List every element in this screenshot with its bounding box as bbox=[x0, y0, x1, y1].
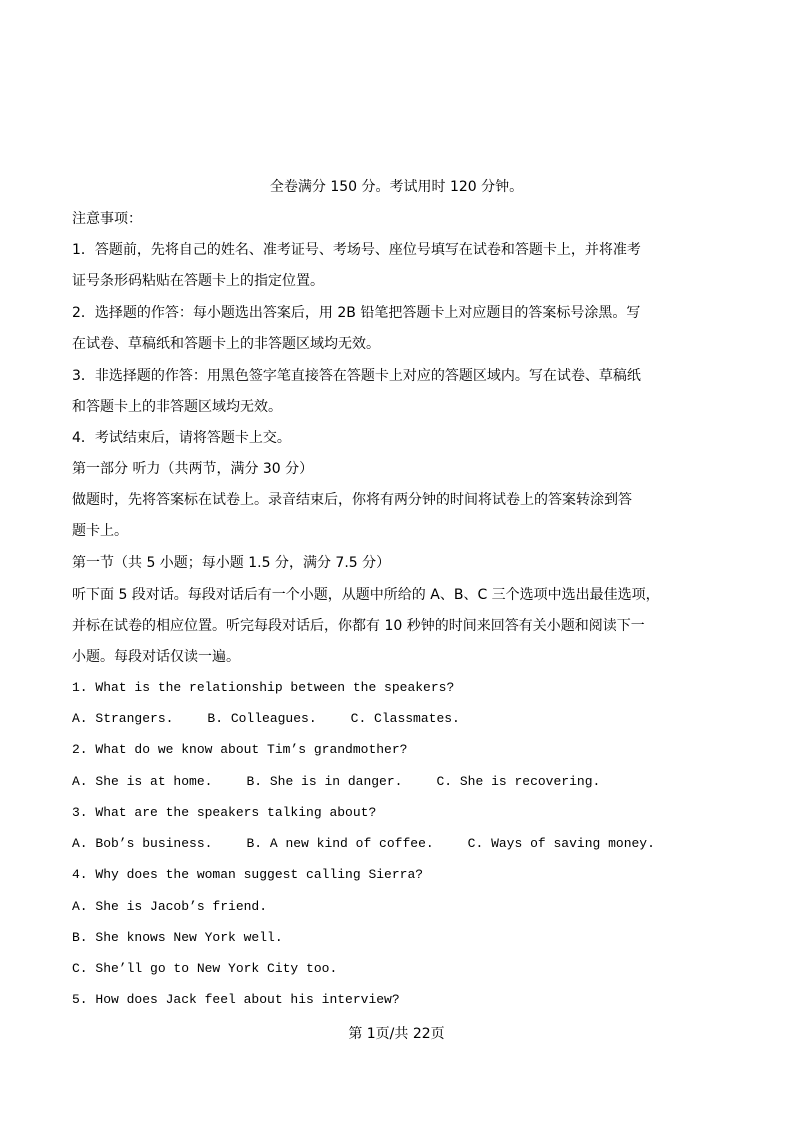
question-options-1 bbox=[72, 710, 460, 728]
question-options-2 bbox=[72, 773, 600, 791]
notes-item-3b: 和答题卡上的非答题区域均无效。 bbox=[72, 399, 282, 415]
question-options-3 bbox=[72, 835, 655, 853]
part1-title: 第一部分 听力（共两节，满分 30 分） bbox=[72, 461, 314, 477]
option-b: B. She is in danger. bbox=[246, 774, 403, 789]
option-c: C. She is recovering. bbox=[436, 774, 601, 789]
notes-item-1a: 1．答题前，先将自己的姓名、准考证号、考场号、座位号填写在试卷和答题卡上，并将准考 bbox=[72, 242, 641, 258]
notes-item-2b: 在试卷、草稿纸和答题卡上的非答题区域均无效。 bbox=[72, 336, 380, 352]
question-stem-5: 5. How does Jack feel about his interview? bbox=[72, 992, 400, 1007]
section1-title: 第一节（共 5 小题；每小题 1.5 分，满分 7.5 分） bbox=[72, 555, 391, 571]
notes-item-3a: 3．非选择题的作答：用黑色签字笔直接答在答题卡上对应的答题区域内。写在试卷、草稿纸 bbox=[72, 368, 641, 384]
question-4-option-c: C. She’ll go to New York City too. bbox=[72, 961, 338, 976]
option-b: B. A new kind of coffee. bbox=[246, 836, 434, 851]
part1-intro-line2: 题卡上。 bbox=[72, 523, 128, 539]
option-a: A. Bob’s business. bbox=[72, 836, 213, 851]
page-number: 第 1页/共 22页 bbox=[348, 1026, 445, 1042]
question-stem-1: 1. What is the relationship between the speakers? bbox=[72, 680, 455, 695]
question-4-option-a: A. She is Jacob’s friend. bbox=[72, 899, 268, 914]
notes-title: 注意事项： bbox=[72, 211, 142, 227]
notes-item-4: 4．考试结束后，请将答题卡上交。 bbox=[72, 430, 291, 446]
question-stem-3: 3. What are the speakers talking about? bbox=[72, 805, 377, 820]
option-c: C. Ways of saving money. bbox=[467, 836, 655, 851]
question-4-option-b: B. She knows New York well. bbox=[72, 930, 283, 945]
part1-intro-line1: 做题时，先将答案标在试卷上。录音结束后，你将有两分钟的时间将试卷上的答案转涂到答 bbox=[72, 492, 632, 508]
notes-item-2a: 2．选择题的作答：每小题选出答案后，用 2B 铅笔把答题卡上对应题目的答案标号涂黑。写 bbox=[72, 305, 641, 321]
score-line: 全卷满分 150 分。考试用时 120 分钟。 bbox=[269, 179, 524, 195]
notes-item-1b: 证号条形码粘贴在答题卡上的指定位置。 bbox=[72, 273, 324, 289]
question-stem-2: 2. What do we know about Tim’s grandmother? bbox=[72, 742, 408, 757]
question-stem-4: 4. Why does the woman suggest calling Sierra? bbox=[72, 867, 424, 882]
section1-intro-line3: 小题。每段对话仅读一遍。 bbox=[72, 649, 240, 665]
option-b: B. Colleagues. bbox=[207, 711, 317, 726]
option-a: A. She is at home. bbox=[72, 774, 213, 789]
option-c: C. Classmates. bbox=[350, 711, 460, 726]
option-a: A. Strangers. bbox=[72, 711, 174, 726]
section1-intro-line1: 听下面 5 段对话。每段对话后有一个小题，从题中所给的 A、B、C 三个选项中选出最佳选项， bbox=[72, 587, 660, 603]
section1-intro-line2: 并标在试卷的相应位置。听完每段对话后，你都有 10 秒钟的时间来回答有关小题和阅读下一 bbox=[72, 618, 645, 634]
